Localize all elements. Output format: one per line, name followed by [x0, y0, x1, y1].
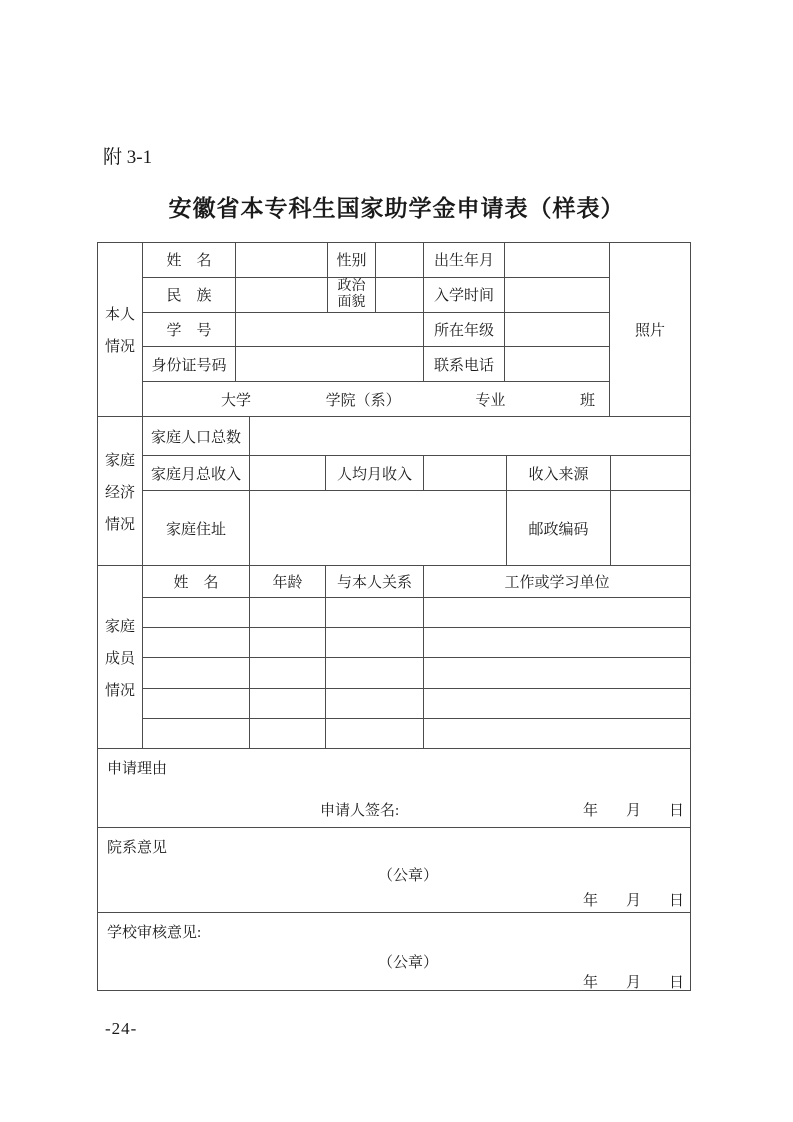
- school-opinion-label: 学校审核意见:: [107, 925, 202, 941]
- member-relation-cell: [326, 658, 424, 687]
- personal-row-2: [143, 278, 609, 313]
- member-age-cell: [250, 689, 326, 718]
- member-relation-cell: [326, 628, 424, 657]
- name-label: 姓 名: [143, 243, 236, 277]
- year-label: 年: [582, 893, 598, 909]
- postcode-value-cell: [611, 491, 690, 565]
- member-workunit-header: 工作或学习单位: [504, 575, 610, 591]
- phone-label: 联系电话: [424, 347, 505, 381]
- political-status-label-line2: 面貌: [337, 294, 366, 310]
- department-opinion-label: 院系意见: [107, 840, 168, 856]
- section-label-family-members: [98, 566, 143, 748]
- monthly-income-value-cell: [250, 456, 326, 490]
- member-row: [143, 598, 690, 628]
- personal-row-1: [143, 243, 609, 278]
- member-relation-header: 与本人关系: [326, 566, 424, 597]
- student-id-value-cell: [236, 313, 424, 347]
- income-source-value-cell: [611, 456, 690, 490]
- economy-row-2: [143, 456, 690, 491]
- college-label: 学院（系）: [325, 392, 401, 409]
- attachment-label: 附 3-1: [103, 147, 153, 168]
- school-seal-label: （公章）: [377, 955, 439, 971]
- member-row: [143, 628, 690, 658]
- page-number: -24-: [105, 1019, 138, 1038]
- address-label: 家庭住址: [143, 491, 250, 565]
- section-label-line: 情况: [104, 682, 135, 699]
- ethnicity-label: 民 族: [143, 278, 236, 312]
- section-school-opinion: [98, 913, 690, 990]
- personal-row-4: [143, 347, 609, 382]
- section-apply-reason: [98, 749, 690, 828]
- member-workunit-cell: [424, 628, 690, 657]
- income-source-label: 收入来源: [507, 456, 611, 490]
- day-label: 日: [668, 975, 684, 991]
- month-label: 月: [625, 893, 641, 909]
- member-row: [143, 689, 690, 719]
- member-relation-cell: [326, 598, 424, 627]
- page-title: 安徽省本专科生国家助学金申请表（样表）: [168, 196, 625, 221]
- member-relation-cell: [326, 689, 424, 718]
- section-label-line: 家庭: [104, 452, 135, 469]
- section-label-personal: [98, 243, 143, 416]
- section-label-family-economy: [98, 417, 143, 565]
- day-label: 日: [668, 803, 684, 819]
- section-family-members: [98, 566, 690, 749]
- student-id-label: 学 号: [143, 313, 236, 347]
- major-label: 专业: [475, 392, 506, 409]
- personal-row-5: [143, 382, 609, 416]
- political-status-value-cell: [376, 278, 424, 312]
- name-value-cell: [236, 243, 328, 277]
- total-population-label: 家庭人口总数: [143, 417, 250, 455]
- class-label: 班: [579, 392, 595, 409]
- member-name-header: 姓 名: [143, 566, 250, 597]
- applicant-signature-label: 申请人签名:: [320, 803, 400, 819]
- day-label: 日: [668, 893, 684, 909]
- section-label-line: 成员: [104, 650, 135, 667]
- monthly-income-label: 家庭月总收入: [143, 456, 250, 490]
- per-capita-income-value-cell: [424, 456, 507, 490]
- application-form-table: [97, 242, 691, 991]
- per-capita-income-label: 人均月收入: [326, 456, 424, 490]
- economy-row-1: [143, 417, 690, 456]
- gender-label: 性别: [328, 243, 376, 277]
- grade-label: 所在年级: [424, 313, 505, 347]
- political-status-label: [328, 278, 376, 312]
- member-workunit-cell: [424, 598, 690, 627]
- member-age-cell: [250, 628, 326, 657]
- ethnicity-value-cell: [236, 278, 328, 312]
- photo-cell: [609, 243, 690, 416]
- family-economy-grid: [143, 417, 690, 565]
- member-name-cell: [143, 598, 250, 627]
- department-seal-label: （公章）: [377, 868, 439, 884]
- section-family-economy: [98, 417, 690, 566]
- enroll-time-label: 入学时间: [424, 278, 505, 312]
- gender-value-cell: [376, 243, 424, 277]
- grade-value-cell: [505, 313, 609, 347]
- id-number-value-cell: [236, 347, 424, 381]
- month-label: 月: [625, 975, 641, 991]
- photo-label: 照片: [634, 323, 665, 339]
- month-label: 月: [625, 803, 641, 819]
- birth-date-label: 出生年月: [424, 243, 505, 277]
- member-name-cell: [143, 689, 250, 718]
- year-label: 年: [582, 975, 598, 991]
- id-number-label: 身份证号码: [143, 347, 236, 381]
- member-workunit-cell: [424, 719, 690, 748]
- university-label: 大学: [221, 392, 252, 409]
- member-row: [143, 658, 690, 688]
- member-workunit-cell: [424, 658, 690, 687]
- members-header-row: [143, 566, 690, 598]
- apply-reason-label: 申请理由: [107, 761, 168, 777]
- total-population-value-cell: [250, 417, 690, 455]
- member-relation-cell: [326, 719, 424, 748]
- political-status-label-line1: 政治: [337, 279, 366, 295]
- member-name-cell: [143, 719, 250, 748]
- department-date-line: [583, 889, 684, 910]
- postcode-label: 邮政编码: [507, 491, 611, 565]
- economy-row-3: [143, 491, 690, 565]
- year-label: 年: [582, 803, 598, 819]
- section-personal-info: [98, 243, 690, 417]
- address-value-cell: [250, 491, 507, 565]
- section-department-opinion: [98, 828, 690, 913]
- section-label-line: 经济: [104, 484, 135, 501]
- enroll-time-value-cell: [505, 278, 609, 312]
- member-name-cell: [143, 628, 250, 657]
- member-workunit-cell: [424, 689, 690, 718]
- birth-date-value-cell: [505, 243, 609, 277]
- member-age-header: 年龄: [250, 566, 326, 597]
- member-age-cell: [250, 598, 326, 627]
- school-line-cell: [143, 382, 609, 416]
- member-row: [143, 719, 690, 748]
- family-members-grid: [143, 566, 690, 748]
- school-date-line: [583, 971, 684, 992]
- phone-value-cell: [505, 347, 609, 381]
- apply-reason-date-line: [583, 799, 684, 820]
- section-label-line: 情况: [104, 339, 135, 355]
- section-label-line: 本人: [104, 307, 135, 323]
- personal-info-grid: [143, 243, 609, 416]
- section-label-line: 家庭: [104, 618, 135, 635]
- member-name-cell: [143, 658, 250, 687]
- personal-row-3: [143, 313, 609, 348]
- member-age-cell: [250, 719, 326, 748]
- member-age-cell: [250, 658, 326, 687]
- section-label-line: 情况: [104, 516, 135, 533]
